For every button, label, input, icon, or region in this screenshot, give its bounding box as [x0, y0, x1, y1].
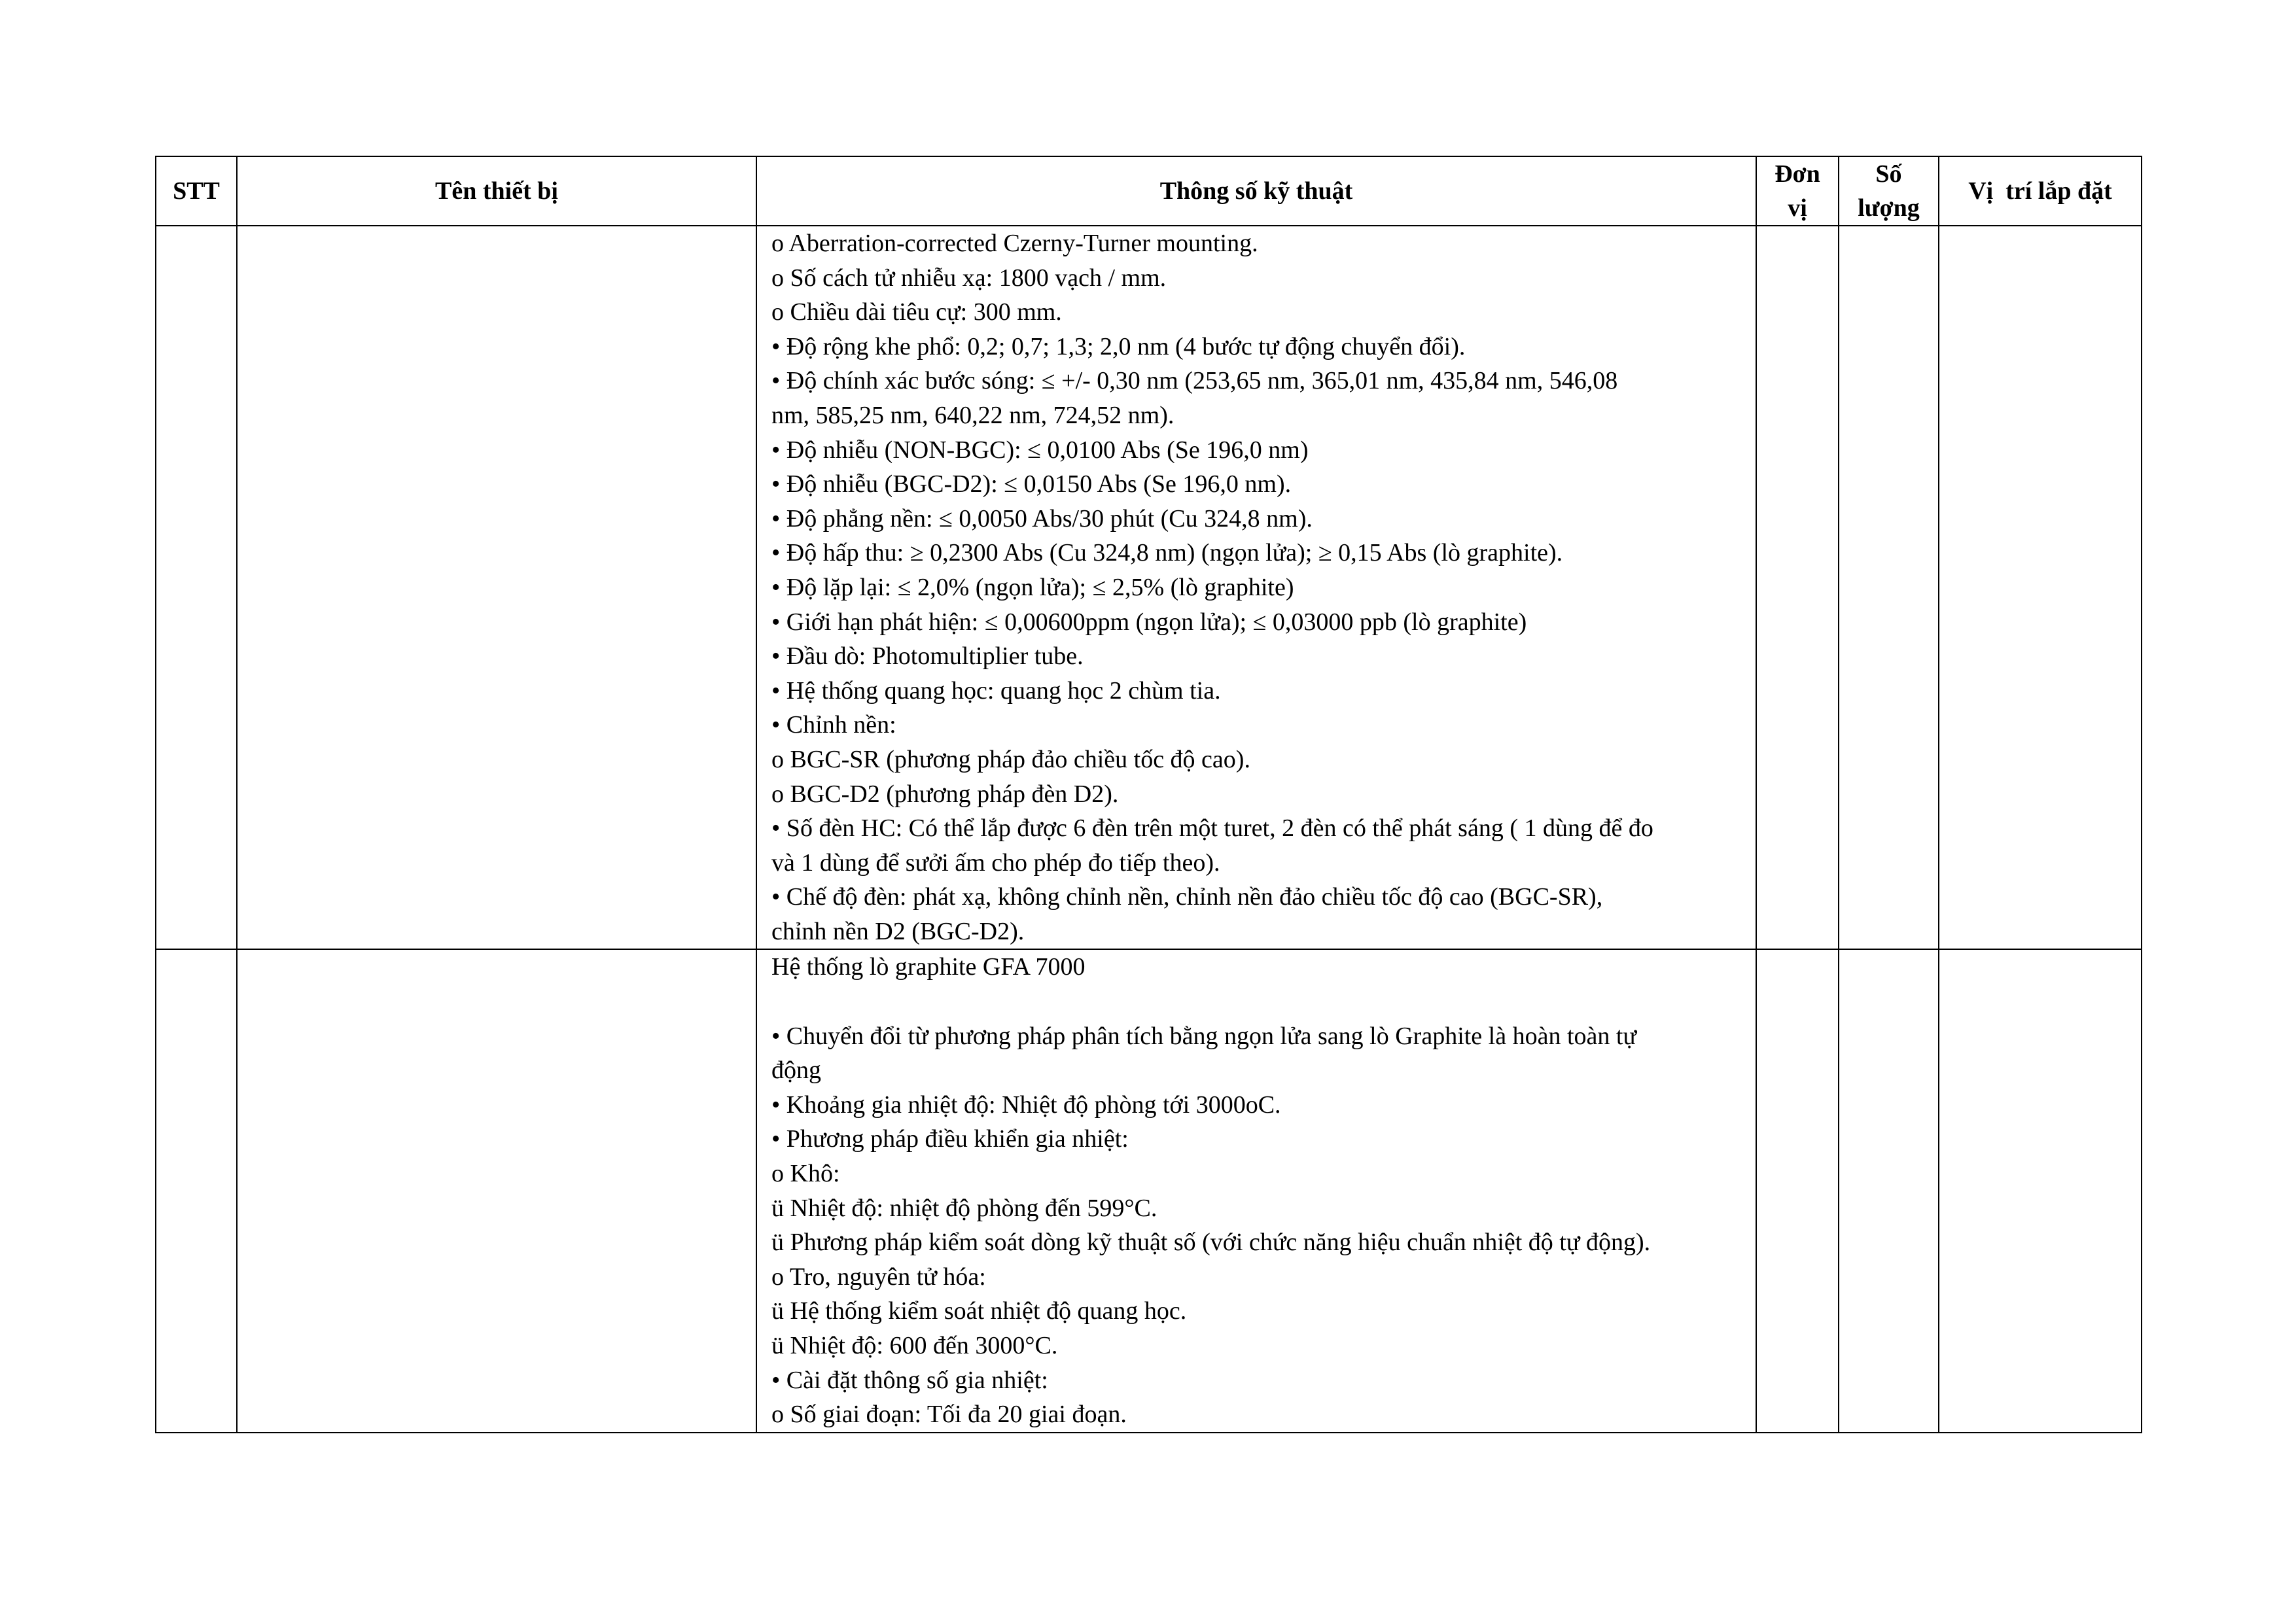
spec-line: • Khoảng gia nhiệt độ: Nhiệt độ phòng tới 3000oC.: [771, 1091, 1281, 1119]
spec-line: Hệ thống lò graphite GFA 7000: [771, 953, 1086, 981]
spec-line: và 1 dùng để sưởi ấm cho phép đo tiếp theo).: [771, 848, 1220, 877]
spec-line: • Độ nhiễu (BGC-D2): ≤ 0,0150 Abs (Se 196,0 nm).: [771, 470, 1292, 498]
table-row: [156, 226, 2142, 949]
spec-line: • Hệ thống quang học: quang học 2 chùm tia.: [771, 676, 1221, 705]
cell-unit: [1756, 949, 1839, 1432]
cell-technical-specs: [756, 949, 1756, 1432]
spec-line: • Giới hạn phát hiện: ≤ 0,00600ppm (ngọn lửa); ≤ 0,03000 ppb (lò graphite): [771, 608, 1527, 636]
header-quantity: [1839, 156, 1939, 226]
header-quantity-line2: lượng: [1858, 194, 1920, 222]
header-install-location: Vị trí lắp đặt: [1939, 156, 2142, 226]
cell-device-name: [237, 226, 756, 949]
header-device-name: Tên thiết bị: [237, 156, 756, 226]
header-quantity-line1: Số: [1875, 160, 1902, 188]
cell-technical-specs: [756, 226, 1756, 949]
spec-line: • Số đèn HC: Có thể lắp được 6 đèn trên một turet, 2 đèn có thể phát sáng ( 1 dùng để đo: [771, 814, 1653, 843]
spec-line: chỉnh nền D2 (BGC-D2).: [771, 917, 1025, 945]
header-unit: [1756, 156, 1839, 226]
spec-line: ü Nhiệt độ: 600 đến 3000°C.: [771, 1332, 1058, 1359]
header-unit-line2: vị: [1788, 194, 1807, 222]
spec-line: ü Phương pháp kiểm soát dòng kỹ thuật số (với chức năng hiệu chuẩn nhiệt độ tự động).: [771, 1229, 1651, 1257]
table-header-row: [156, 156, 2142, 226]
spec-line: • Độ rộng khe phổ: 0,2; 0,7; 1,3; 2,0 nm (4 bước tự động chuyển đổi).: [771, 332, 1466, 360]
spec-line: • Chế độ đèn: phát xạ, không chỉnh nền, chỉnh nền đảo chiều tốc độ cao (BGC-SR),: [771, 883, 1603, 911]
spec-line: • Độ nhiễu (NON-BGC): ≤ 0,0100 Abs (Se 196,0 nm): [771, 436, 1309, 464]
spec-line: o Khô:: [771, 1160, 840, 1188]
spec-line: • Độ phẳng nền: ≤ 0,0050 Abs/30 phút (Cu 324,8 nm).: [771, 504, 1313, 532]
spec-line: o Chiều dài tiêu cự: 300 mm.: [771, 298, 1062, 326]
cell-unit: [1756, 226, 1839, 949]
cell-stt: [156, 949, 237, 1432]
spec-line: • Phương pháp điều khiển gia nhiệt:: [771, 1125, 1129, 1153]
spec-line: nm, 585,25 nm, 640,22 nm, 724,52 nm).: [771, 401, 1174, 429]
spec-line: • Cài đặt thông số gia nhiệt:: [771, 1366, 1048, 1394]
spec-line: o BGC-SR (phương pháp đảo chiều tốc độ cao).: [771, 745, 1250, 773]
spec-line: o BGC-D2 (phương pháp đèn D2).: [771, 780, 1119, 808]
cell-device-name: [237, 949, 756, 1432]
equipment-spec-table: [155, 156, 2142, 1433]
header-stt: STT: [156, 156, 237, 226]
spec-line: • Độ chính xác bước sóng: ≤ +/- 0,30 nm (253,65 nm, 365,01 nm, 435,84 nm, 546,08: [771, 367, 1618, 395]
spec-line: ü Nhiệt độ: nhiệt độ phòng đến 599°C.: [771, 1194, 1157, 1222]
spec-line: • Đầu dò: Photomultiplier tube.: [771, 642, 1084, 671]
cell-install-location: [1939, 226, 2142, 949]
cell-install-location: [1939, 949, 2142, 1432]
header-unit-line1: Đơn: [1775, 160, 1820, 188]
header-technical-specs: Thông số kỹ thuật: [756, 156, 1756, 226]
spec-line: động: [771, 1056, 821, 1085]
spec-line: o Tro, nguyên tử hóa:: [771, 1263, 986, 1291]
spec-line: • Độ lặp lại: ≤ 2,0% (ngọn lửa); ≤ 2,5% (lò graphite): [771, 573, 1294, 601]
cell-quantity: [1839, 226, 1939, 949]
cell-stt: [156, 226, 237, 949]
spec-line: • Chỉnh nền:: [771, 711, 896, 739]
spec-line: ü Hệ thống kiểm soát nhiệt độ quang học.: [771, 1297, 1187, 1325]
spec-line: o Aberration-corrected Czerny-Turner mounting.: [771, 230, 1258, 257]
spec-line: • Chuyển đổi từ phương pháp phân tích bằng ngọn lửa sang lò Graphite là hoàn toàn tự: [771, 1022, 1637, 1050]
cell-quantity: [1839, 949, 1939, 1432]
spec-line: [771, 985, 1749, 1019]
table-row: [156, 949, 2142, 1432]
spec-line: • Độ hấp thu: ≥ 0,2300 Abs (Cu 324,8 nm) (ngọn lửa); ≥ 0,15 Abs (lò graphite).: [771, 539, 1563, 567]
spec-line: o Số giai đoạn: Tối đa 20 giai đoạn.: [771, 1401, 1127, 1429]
spec-line: o Số cách tử nhiễu xạ: 1800 vạch / mm.: [771, 264, 1167, 292]
